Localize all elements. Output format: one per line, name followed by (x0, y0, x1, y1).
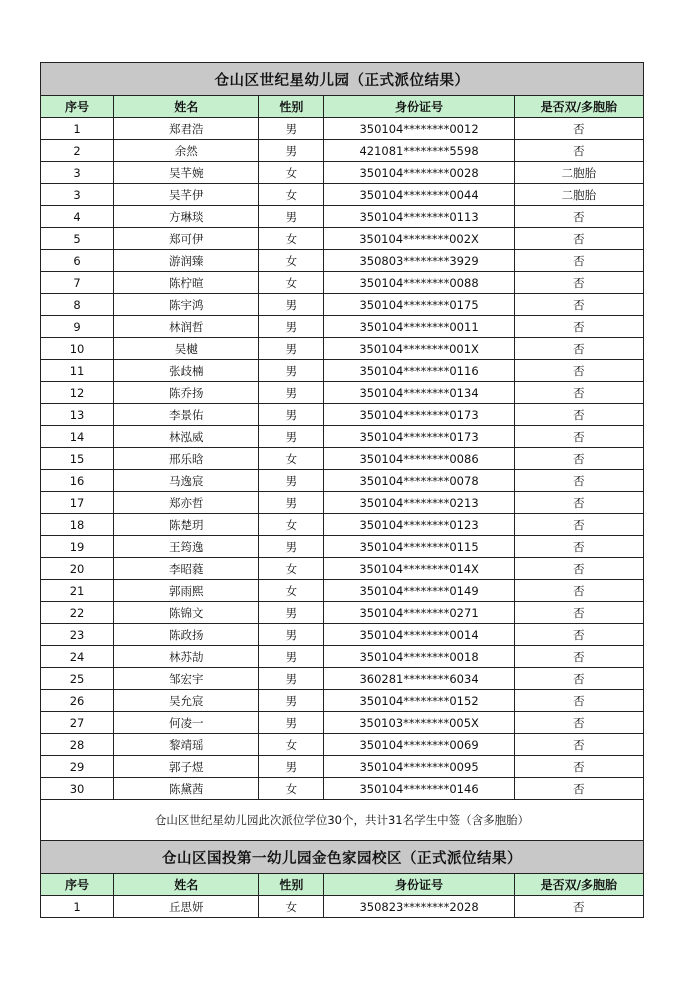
cell-name: 陈柠暄 (114, 272, 259, 294)
cell-gender: 女 (259, 184, 324, 206)
cell-id-number: 350104********0044 (324, 184, 514, 206)
cell-name: 李昭蕤 (114, 558, 259, 580)
cell-index: 24 (41, 646, 114, 668)
cell-gender: 男 (259, 536, 324, 558)
cell-twins: 否 (514, 646, 643, 668)
cell-twins: 否 (514, 360, 643, 382)
cell-id-number: 350104********0152 (324, 690, 514, 712)
cell-id-number: 350104********0086 (324, 448, 514, 470)
table-row (41, 294, 644, 316)
cell-id-number: 350803********3929 (324, 250, 514, 272)
header-id-number: 身份证号 (324, 96, 514, 118)
table-row (41, 162, 644, 184)
cell-name: 陈乔扬 (114, 382, 259, 404)
cell-twins: 否 (514, 426, 643, 448)
cell-id-number: 350104********0146 (324, 778, 514, 800)
cell-name: 方琳琰 (114, 206, 259, 228)
cell-id-number: 350104********001X (324, 338, 514, 360)
cell-twins: 否 (514, 140, 643, 162)
cell-gender: 男 (259, 360, 324, 382)
cell-gender: 女 (259, 778, 324, 800)
section2-header-row (41, 874, 644, 896)
table-row (41, 690, 644, 712)
cell-name: 黎靖瑶 (114, 734, 259, 756)
section1-header-row (41, 96, 644, 118)
table-row (41, 514, 644, 536)
results-sheet (40, 62, 644, 918)
cell-gender: 女 (259, 580, 324, 602)
cell-name: 陈锦文 (114, 602, 259, 624)
table-row (41, 404, 644, 426)
table-row (41, 272, 644, 294)
table-row (41, 778, 644, 800)
cell-id-number: 350103********005X (324, 712, 514, 734)
cell-name: 吴芊婉 (114, 162, 259, 184)
cell-name: 郭雨熙 (114, 580, 259, 602)
cell-id-number: 350104********0028 (324, 162, 514, 184)
header-twins: 是否双/多胞胎 (514, 96, 643, 118)
cell-index: 25 (41, 668, 114, 690)
header-index: 序号 (41, 96, 114, 118)
header-twins: 是否双/多胞胎 (514, 874, 643, 896)
table-row (41, 624, 644, 646)
cell-index: 4 (41, 206, 114, 228)
cell-name: 张歧楠 (114, 360, 259, 382)
section2-title: 仓山区国投第一幼儿园金色家园校区（正式派位结果） (41, 841, 644, 874)
section1-title: 仓山区世纪星幼儿园（正式派位结果） (41, 63, 644, 96)
table-row (41, 602, 644, 624)
cell-twins: 否 (514, 756, 643, 778)
cell-index: 13 (41, 404, 114, 426)
cell-id-number: 350104********0018 (324, 646, 514, 668)
cell-gender: 男 (259, 426, 324, 448)
cell-gender: 男 (259, 624, 324, 646)
cell-id-number: 350104********0116 (324, 360, 514, 382)
cell-id-number: 350104********0149 (324, 580, 514, 602)
cell-gender: 女 (259, 272, 324, 294)
header-name: 姓名 (114, 96, 259, 118)
table-row (41, 470, 644, 492)
cell-gender: 男 (259, 382, 324, 404)
table-row (41, 734, 644, 756)
cell-index: 29 (41, 756, 114, 778)
header-name: 姓名 (114, 874, 259, 896)
table-row (41, 118, 644, 140)
section2-title-row (41, 841, 644, 874)
cell-index: 6 (41, 250, 114, 272)
table-row (41, 206, 644, 228)
cell-gender: 女 (259, 734, 324, 756)
cell-gender: 女 (259, 228, 324, 250)
cell-name: 郑君浩 (114, 118, 259, 140)
cell-name: 邹宏宇 (114, 668, 259, 690)
cell-gender: 女 (259, 558, 324, 580)
cell-gender: 女 (259, 514, 324, 536)
section1-title-row (41, 63, 644, 96)
header-index: 序号 (41, 874, 114, 896)
cell-twins: 否 (514, 778, 643, 800)
cell-gender: 男 (259, 206, 324, 228)
cell-name: 林苏劼 (114, 646, 259, 668)
table-row (41, 558, 644, 580)
cell-twins: 否 (514, 294, 643, 316)
cell-index: 20 (41, 558, 114, 580)
header-gender: 性别 (259, 874, 324, 896)
cell-twins: 否 (514, 250, 643, 272)
header-id-number: 身份证号 (324, 874, 514, 896)
cell-twins: 否 (514, 206, 643, 228)
cell-twins: 否 (514, 580, 643, 602)
cell-id-number: 350104********0175 (324, 294, 514, 316)
cell-id-number: 350104********0095 (324, 756, 514, 778)
cell-twins: 否 (514, 470, 643, 492)
table-row (41, 228, 644, 250)
table-row (41, 448, 644, 470)
cell-twins: 否 (514, 624, 643, 646)
results-table (40, 62, 644, 918)
cell-index: 1 (41, 118, 114, 140)
cell-index: 21 (41, 580, 114, 602)
table-row (41, 184, 644, 206)
cell-twins: 否 (514, 558, 643, 580)
cell-name: 林泓威 (114, 426, 259, 448)
cell-id-number: 350104********0078 (324, 470, 514, 492)
table-row (41, 896, 644, 918)
table-row (41, 492, 644, 514)
cell-id-number: 350104********0173 (324, 404, 514, 426)
cell-gender: 男 (259, 668, 324, 690)
cell-index: 23 (41, 624, 114, 646)
cell-id-number: 350104********0069 (324, 734, 514, 756)
cell-gender: 男 (259, 118, 324, 140)
cell-name: 游润臻 (114, 250, 259, 272)
cell-twins: 否 (514, 404, 643, 426)
table-row (41, 712, 644, 734)
cell-index: 22 (41, 602, 114, 624)
cell-index: 15 (41, 448, 114, 470)
cell-twins: 二胞胎 (514, 162, 643, 184)
table-row (41, 140, 644, 162)
cell-twins: 否 (514, 602, 643, 624)
cell-twins: 否 (514, 734, 643, 756)
cell-id-number: 350104********002X (324, 228, 514, 250)
cell-id-number: 350823********2028 (324, 896, 514, 918)
table-row (41, 646, 644, 668)
section1-note: 仓山区世纪星幼儿园此次派位学位30个，共计31名学生中签（含多胞胎） (41, 800, 644, 841)
cell-id-number: 350104********0115 (324, 536, 514, 558)
cell-index: 16 (41, 470, 114, 492)
cell-index: 14 (41, 426, 114, 448)
cell-twins: 否 (514, 690, 643, 712)
cell-id-number: 350104********0134 (324, 382, 514, 404)
cell-name: 吴芊伊 (114, 184, 259, 206)
cell-index: 27 (41, 712, 114, 734)
cell-twins: 否 (514, 118, 643, 140)
cell-index: 10 (41, 338, 114, 360)
cell-name: 吴樾 (114, 338, 259, 360)
cell-gender: 女 (259, 250, 324, 272)
table-row (41, 316, 644, 338)
cell-index: 19 (41, 536, 114, 558)
cell-index: 3 (41, 184, 114, 206)
cell-index: 2 (41, 140, 114, 162)
table-row (41, 668, 644, 690)
cell-index: 17 (41, 492, 114, 514)
cell-name: 陈黛茜 (114, 778, 259, 800)
cell-index: 26 (41, 690, 114, 712)
cell-id-number: 350104********0011 (324, 316, 514, 338)
table-row (41, 756, 644, 778)
cell-twins: 否 (514, 536, 643, 558)
cell-gender: 男 (259, 712, 324, 734)
cell-gender: 男 (259, 690, 324, 712)
cell-index: 7 (41, 272, 114, 294)
cell-gender: 男 (259, 756, 324, 778)
cell-gender: 男 (259, 404, 324, 426)
cell-index: 3 (41, 162, 114, 184)
table-row (41, 580, 644, 602)
cell-twins: 否 (514, 712, 643, 734)
cell-gender: 男 (259, 294, 324, 316)
header-gender: 性别 (259, 96, 324, 118)
cell-name: 郭子煜 (114, 756, 259, 778)
cell-twins: 否 (514, 448, 643, 470)
cell-name: 王筠逸 (114, 536, 259, 558)
cell-twins: 否 (514, 514, 643, 536)
table-row (41, 536, 644, 558)
cell-id-number: 350104********0271 (324, 602, 514, 624)
cell-name: 郑可伊 (114, 228, 259, 250)
cell-index: 1 (41, 896, 114, 918)
cell-gender: 男 (259, 470, 324, 492)
cell-twins: 否 (514, 272, 643, 294)
table-row (41, 360, 644, 382)
cell-id-number: 350104********014X (324, 558, 514, 580)
cell-twins: 二胞胎 (514, 184, 643, 206)
cell-name: 陈政扬 (114, 624, 259, 646)
table-row (41, 250, 644, 272)
cell-name: 丘思妍 (114, 896, 259, 918)
cell-name: 陈宇鸿 (114, 294, 259, 316)
cell-index: 18 (41, 514, 114, 536)
cell-gender: 女 (259, 448, 324, 470)
cell-id-number: 350104********0123 (324, 514, 514, 536)
cell-index: 9 (41, 316, 114, 338)
cell-gender: 男 (259, 316, 324, 338)
table-row (41, 382, 644, 404)
cell-gender: 男 (259, 602, 324, 624)
cell-index: 12 (41, 382, 114, 404)
cell-index: 28 (41, 734, 114, 756)
cell-twins: 否 (514, 338, 643, 360)
table-row (41, 426, 644, 448)
cell-name: 郑亦哲 (114, 492, 259, 514)
section1-note-row (41, 800, 644, 841)
cell-gender: 女 (259, 896, 324, 918)
cell-id-number: 360281********6034 (324, 668, 514, 690)
cell-name: 吴允宸 (114, 690, 259, 712)
cell-name: 马逸宸 (114, 470, 259, 492)
cell-name: 余然 (114, 140, 259, 162)
cell-name: 邢乐晗 (114, 448, 259, 470)
cell-name: 何凌一 (114, 712, 259, 734)
cell-id-number: 350104********0113 (324, 206, 514, 228)
cell-twins: 否 (514, 668, 643, 690)
cell-index: 5 (41, 228, 114, 250)
cell-twins: 否 (514, 316, 643, 338)
cell-twins: 否 (514, 228, 643, 250)
cell-id-number: 350104********0173 (324, 426, 514, 448)
cell-id-number: 350104********0012 (324, 118, 514, 140)
cell-id-number: 350104********0213 (324, 492, 514, 514)
cell-id-number: 350104********0014 (324, 624, 514, 646)
cell-twins: 否 (514, 382, 643, 404)
cell-index: 8 (41, 294, 114, 316)
cell-gender: 男 (259, 338, 324, 360)
cell-name: 李景佑 (114, 404, 259, 426)
cell-gender: 女 (259, 162, 324, 184)
cell-index: 11 (41, 360, 114, 382)
cell-gender: 男 (259, 646, 324, 668)
cell-gender: 男 (259, 140, 324, 162)
cell-twins: 否 (514, 492, 643, 514)
cell-name: 陈楚玥 (114, 514, 259, 536)
cell-name: 林润哲 (114, 316, 259, 338)
cell-index: 30 (41, 778, 114, 800)
cell-twins: 否 (514, 896, 643, 918)
table-row (41, 338, 644, 360)
cell-gender: 男 (259, 492, 324, 514)
cell-id-number: 421081********5598 (324, 140, 514, 162)
cell-id-number: 350104********0088 (324, 272, 514, 294)
